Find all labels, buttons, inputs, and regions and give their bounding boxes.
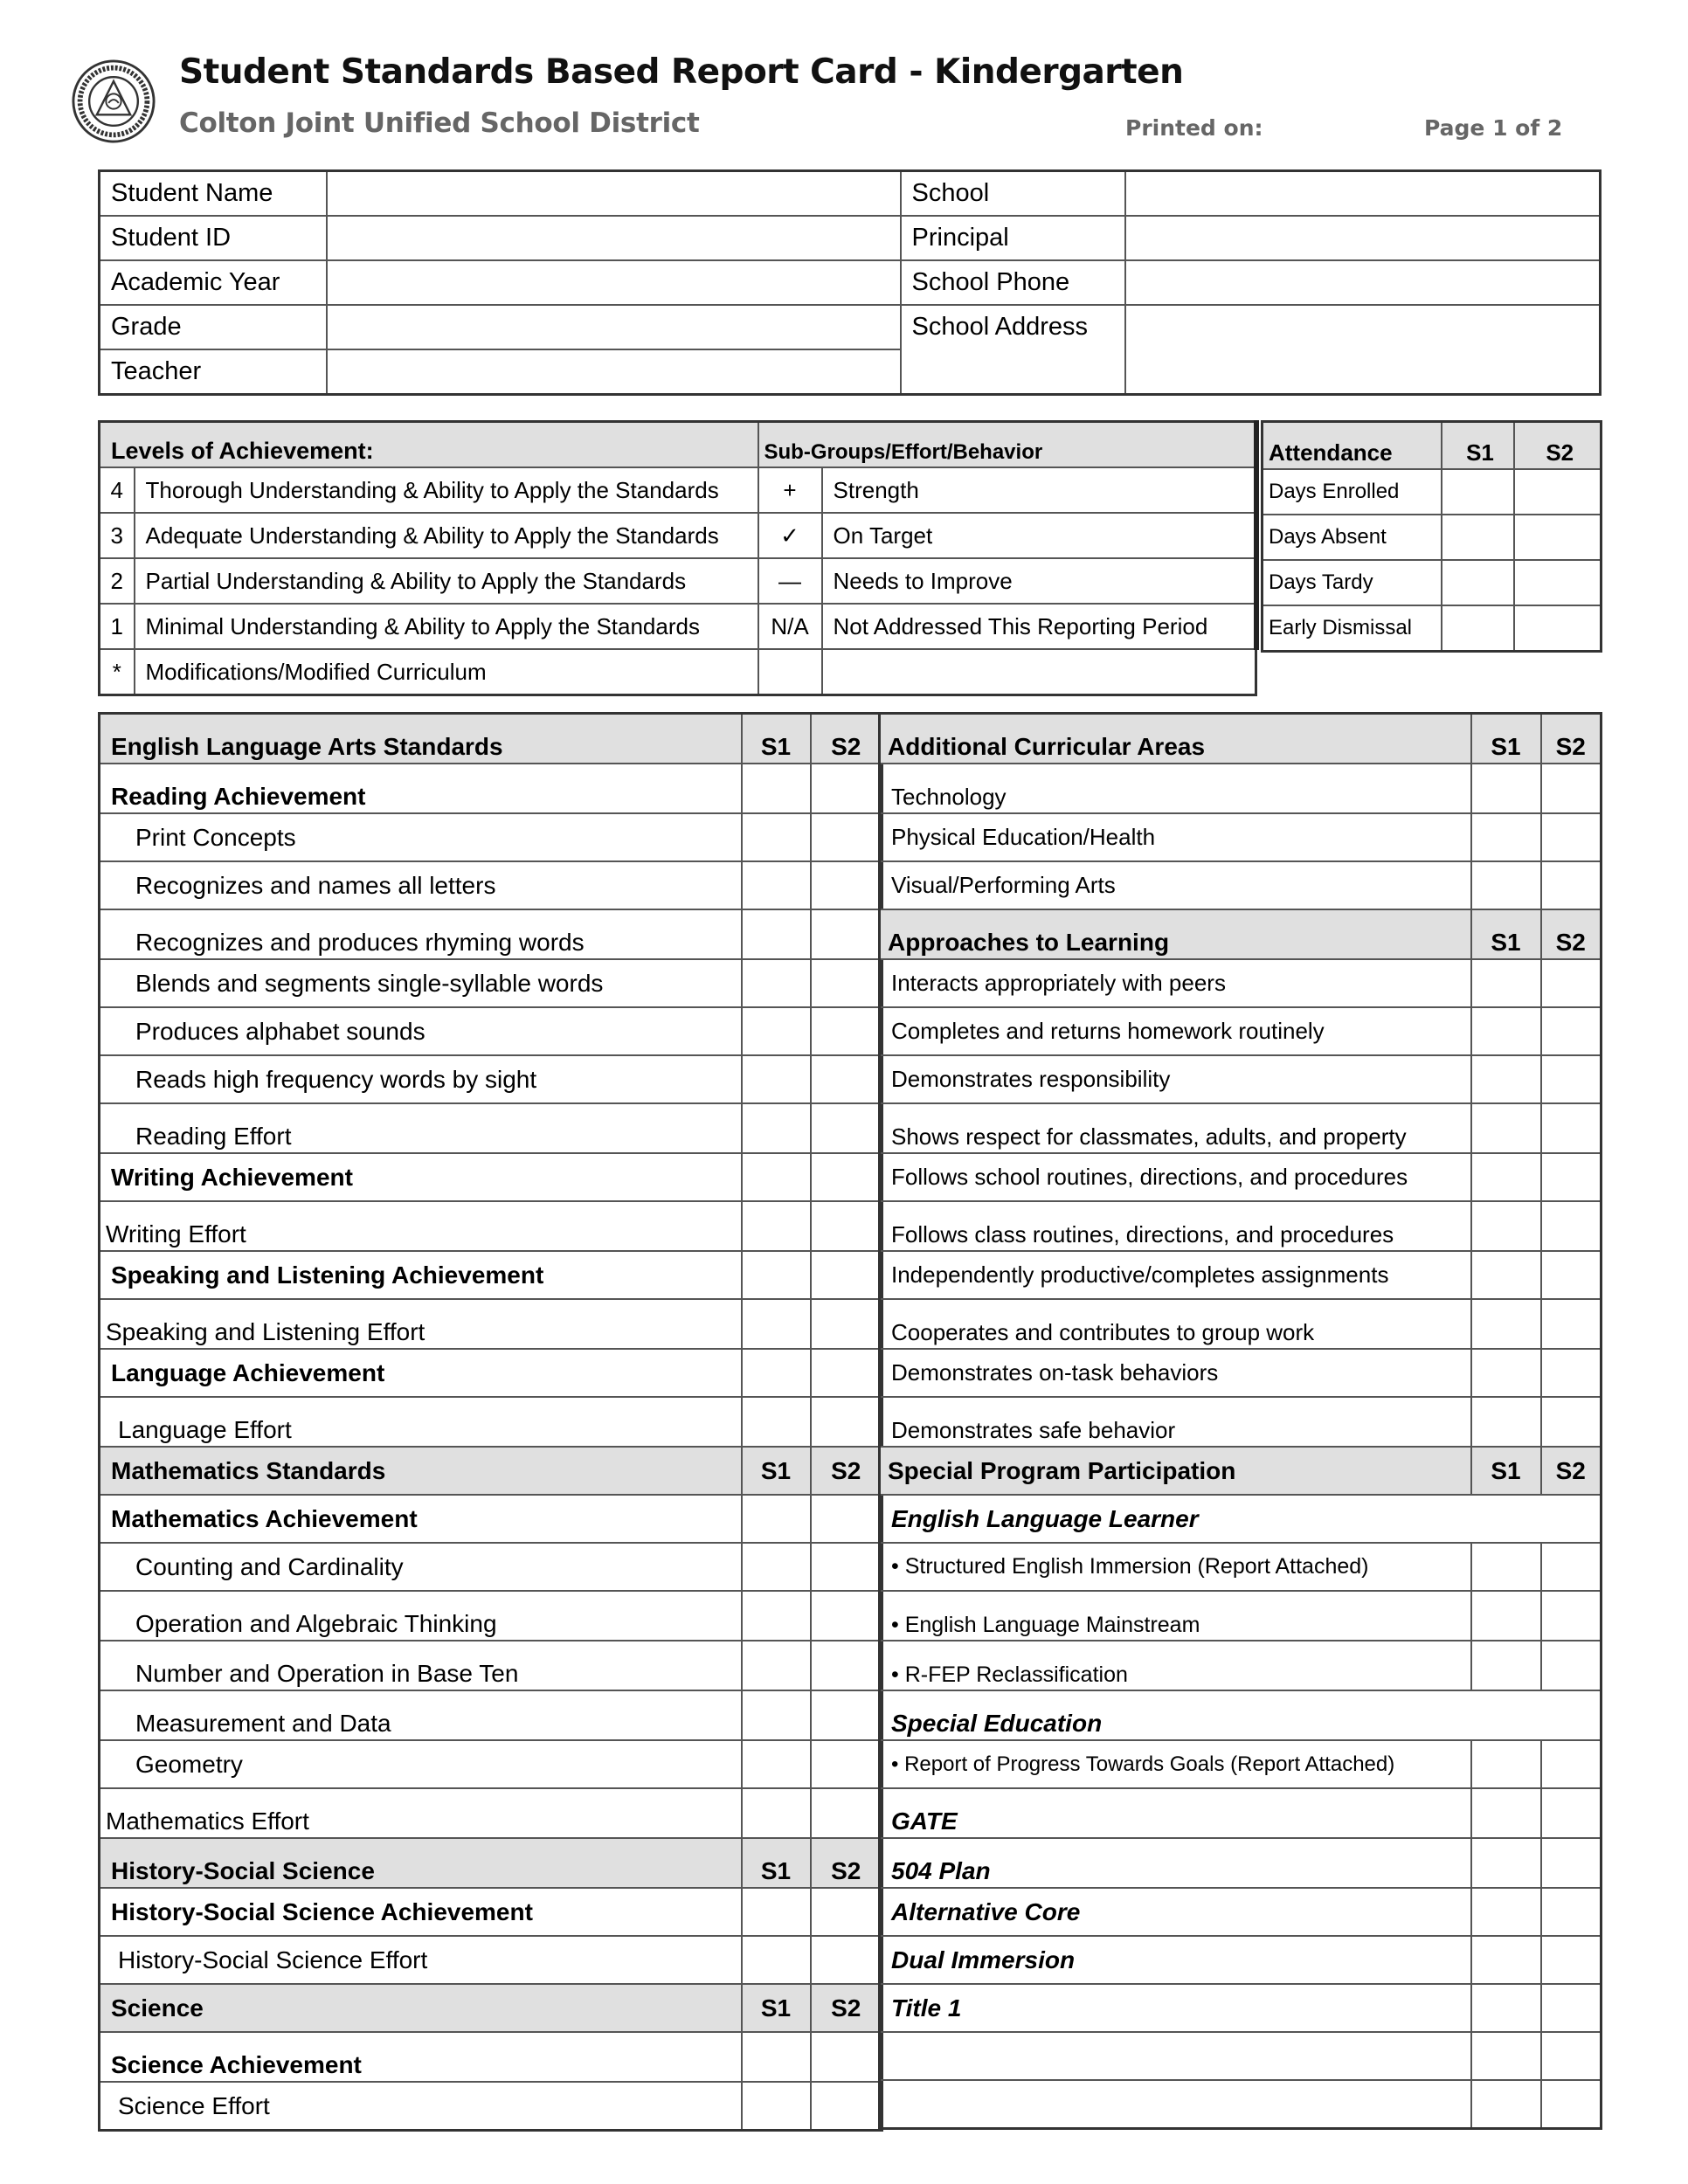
hss-effort-label: History-Social Science Effort <box>100 1936 742 1984</box>
s2-cell[interactable] <box>1514 515 1602 560</box>
level-meaning: Needs to Improve <box>822 558 1256 604</box>
level-number: 1 <box>100 604 135 649</box>
level-symbol: ✓ <box>758 513 822 558</box>
s1-cell[interactable] <box>742 1007 811 1055</box>
printed-on-label: Printed on: <box>1125 115 1263 141</box>
s1-cell[interactable] <box>1471 1251 1541 1299</box>
speaking-effort-label: Speaking and Listening Effort <box>100 1299 742 1349</box>
s2-cell[interactable] <box>1514 560 1602 605</box>
s1-cell[interactable] <box>1471 1007 1541 1055</box>
blank-row <box>880 2080 1471 2129</box>
s1-cell[interactable] <box>1471 1055 1541 1103</box>
s2-cell[interactable] <box>1541 1349 1602 1397</box>
s2-cell[interactable] <box>811 1888 882 1936</box>
s1-cell[interactable] <box>1471 1543 1541 1591</box>
s1-cell[interactable] <box>742 1299 811 1349</box>
s2-header: S2 <box>1514 422 1602 470</box>
s1-cell[interactable] <box>742 1201 811 1251</box>
principal-label: Principal <box>901 216 1125 260</box>
page-number: Page 1 of 2 <box>1424 115 1563 141</box>
student-name-label: Student Name <box>100 171 327 217</box>
s2-cell[interactable] <box>811 1788 882 1838</box>
s1-cell[interactable] <box>742 1251 811 1299</box>
s2-cell[interactable] <box>811 1103 882 1153</box>
speaking-achievement-label: Speaking and Listening Achievement <box>100 1251 742 1299</box>
504-plan-label: 504 Plan <box>880 1838 1471 1888</box>
standard-item: Recognizes and produces rhyming words <box>100 909 742 959</box>
level-meaning <box>822 649 1256 695</box>
s1-cell[interactable] <box>742 1397 811 1447</box>
level-meaning: On Target <box>822 513 1256 558</box>
hss-title: History-Social Science <box>100 1838 742 1888</box>
math-title: Mathematics Standards <box>100 1447 742 1495</box>
science-effort-label: Science Effort <box>100 2082 742 2131</box>
s2-header: S2 <box>811 1447 882 1495</box>
student-id-label: Student ID <box>100 216 327 260</box>
curricular-item: Technology <box>880 764 1471 813</box>
s1-cell[interactable] <box>742 1740 811 1788</box>
title-1-label: Title 1 <box>880 1984 1471 2032</box>
reading-effort-label: Reading Effort <box>100 1103 742 1153</box>
district-name: Colton Joint Unified School District <box>179 107 700 139</box>
standard-item: Print Concepts <box>100 813 742 861</box>
math-effort-label: Mathematics Effort <box>100 1788 742 1838</box>
blank-row <box>880 2032 1471 2080</box>
s1-header: S1 <box>742 1838 811 1888</box>
school-phone-field[interactable] <box>1125 260 1601 305</box>
s1-cell[interactable] <box>1442 515 1514 560</box>
level-symbol: N/A <box>758 604 822 649</box>
behavior-item: Shows respect for classmates, adults, and property <box>880 1103 1471 1153</box>
standard-item: Produces alphabet sounds <box>100 1007 742 1055</box>
grade-field[interactable] <box>327 305 901 349</box>
s2-cell[interactable] <box>811 1349 882 1397</box>
behavior-item: Follows school routines, directions, and procedures <box>880 1153 1471 1201</box>
principal-field[interactable] <box>1125 216 1601 260</box>
s2-cell[interactable] <box>1541 1838 1602 1888</box>
s2-cell[interactable] <box>1541 1888 1602 1936</box>
s2-cell[interactable] <box>1541 1543 1602 1591</box>
reading-achievement-label: Reading Achievement <box>100 764 742 813</box>
curricular-item: Visual/Performing Arts <box>880 861 1471 909</box>
s2-cell[interactable] <box>1541 1201 1602 1251</box>
language-achievement-label: Language Achievement <box>100 1349 742 1397</box>
attendance-row-label: Early Dismissal <box>1263 605 1442 652</box>
special-education-label: Special Education <box>880 1690 1602 1740</box>
teacher-label: Teacher <box>100 349 327 395</box>
s1-cell[interactable] <box>1471 1103 1541 1153</box>
behavior-item: Demonstrates responsibility <box>880 1055 1471 1103</box>
s2-cell[interactable] <box>811 959 882 1007</box>
s2-cell[interactable] <box>1541 1103 1602 1153</box>
s2-cell[interactable] <box>811 909 882 959</box>
attendance-row-label: Days Absent <box>1263 515 1442 560</box>
s2-cell[interactable] <box>811 1591 882 1641</box>
s1-cell[interactable] <box>742 1591 811 1641</box>
school-phone-label: School Phone <box>901 260 1125 305</box>
s1-cell[interactable] <box>742 2032 811 2082</box>
program-option: • Report of Progress Towards Goals (Report Attached) <box>880 1740 1471 1788</box>
levels-of-achievement-legend <box>98 420 1259 696</box>
s2-cell[interactable] <box>1541 1153 1602 1201</box>
attendance-title: Attendance <box>1263 422 1442 470</box>
s1-cell[interactable] <box>742 2082 811 2131</box>
s2-cell[interactable] <box>811 1007 882 1055</box>
s1-cell[interactable] <box>742 813 811 861</box>
s1-cell[interactable] <box>1471 1201 1541 1251</box>
standard-item: Operation and Algebraic Thinking <box>100 1591 742 1641</box>
s2-cell[interactable] <box>811 1055 882 1103</box>
alternative-core-label: Alternative Core <box>880 1888 1471 1936</box>
level-symbol: + <box>758 467 822 513</box>
s2-header: S2 <box>811 714 882 764</box>
s2-cell[interactable] <box>1541 2032 1602 2080</box>
s2-cell[interactable] <box>1541 1788 1602 1838</box>
additional-areas-table <box>878 712 1602 2130</box>
language-effort-label: Language Effort <box>100 1397 742 1447</box>
s2-cell[interactable] <box>1541 1740 1602 1788</box>
s1-cell[interactable] <box>1471 2080 1541 2129</box>
level-number: 3 <box>100 513 135 558</box>
s1-cell[interactable] <box>1471 1936 1541 1984</box>
school-label: School <box>901 171 1125 217</box>
grade-label: Grade <box>100 305 327 349</box>
s1-cell[interactable] <box>1471 1397 1541 1447</box>
s2-cell[interactable] <box>811 1690 882 1740</box>
s2-cell[interactable] <box>1541 1936 1602 1984</box>
s2-cell[interactable] <box>811 1201 882 1251</box>
s1-cell[interactable] <box>742 1153 811 1201</box>
level-number: 4 <box>100 467 135 513</box>
s1-cell[interactable] <box>1471 1888 1541 1936</box>
s2-cell[interactable] <box>1541 1397 1602 1447</box>
standard-item: Reads high frequency words by sight <box>100 1055 742 1103</box>
s1-header: S1 <box>1471 1447 1541 1495</box>
s2-cell[interactable] <box>811 861 882 909</box>
level-description: Thorough Understanding & Ability to Apply the Standards <box>135 467 758 513</box>
level-meaning: Strength <box>822 467 1256 513</box>
s1-cell[interactable] <box>1471 1984 1541 2032</box>
s1-cell[interactable] <box>742 1543 811 1591</box>
s1-cell[interactable] <box>1471 1641 1541 1690</box>
s2-cell[interactable] <box>811 1495 882 1543</box>
s1-cell[interactable] <box>1471 2032 1541 2080</box>
s2-cell[interactable] <box>811 2032 882 2082</box>
subgroups-title: Sub-Groups/Effort/Behavior <box>758 422 1256 468</box>
s2-cell[interactable] <box>1541 1055 1602 1103</box>
s2-cell[interactable] <box>811 813 882 861</box>
level-description: Modifications/Modified Curriculum <box>135 649 758 695</box>
math-achievement-label: Mathematics Achievement <box>100 1495 742 1543</box>
s2-header: S2 <box>1541 1447 1602 1495</box>
behavior-item: Completes and returns homework routinely <box>880 1007 1471 1055</box>
s2-cell[interactable] <box>1541 861 1602 909</box>
dual-immersion-label: Dual Immersion <box>880 1936 1471 1984</box>
s1-cell[interactable] <box>1442 560 1514 605</box>
attendance-table <box>1261 420 1602 653</box>
behavior-item: Cooperates and contributes to group work <box>880 1299 1471 1349</box>
s2-cell[interactable] <box>811 1299 882 1349</box>
behavior-item: Follows class routines, directions, and procedures <box>880 1201 1471 1251</box>
s2-cell[interactable] <box>811 1936 882 1984</box>
district-seal-logo <box>72 59 156 143</box>
program-option: • Structured English Immersion (Report Attached) <box>880 1543 1471 1591</box>
standard-item: Recognizes and names all letters <box>100 861 742 909</box>
behavior-item: Independently productive/completes assignments <box>880 1251 1471 1299</box>
school-address-label: School Address <box>901 305 1125 395</box>
school-field[interactable] <box>1125 171 1601 217</box>
s1-cell[interactable] <box>742 1055 811 1103</box>
s1-cell[interactable] <box>1471 813 1541 861</box>
s1-cell[interactable] <box>1471 1740 1541 1788</box>
standard-item: Blends and segments single-syllable words <box>100 959 742 1007</box>
level-number: * <box>100 649 135 695</box>
s1-cell[interactable] <box>742 1641 811 1690</box>
student-name-field[interactable] <box>327 171 901 217</box>
teacher-field[interactable] <box>327 349 901 395</box>
s2-cell[interactable] <box>1541 1251 1602 1299</box>
s1-cell[interactable] <box>742 1936 811 1984</box>
s1-cell[interactable] <box>742 1690 811 1740</box>
s2-cell[interactable] <box>1541 2080 1602 2129</box>
behavior-item: Demonstrates on-task behaviors <box>880 1349 1471 1397</box>
s2-cell[interactable] <box>811 1543 882 1591</box>
s1-cell[interactable] <box>1471 1591 1541 1641</box>
standard-item: Counting and Cardinality <box>100 1543 742 1591</box>
s2-cell[interactable] <box>811 764 882 813</box>
approaches-to-learning-title: Approaches to Learning <box>880 909 1471 959</box>
school-address-field[interactable] <box>1125 305 1601 395</box>
s2-cell[interactable] <box>1541 959 1602 1007</box>
ell-label: English Language Learner <box>880 1495 1602 1543</box>
s1-cell[interactable] <box>1471 764 1541 813</box>
s2-cell[interactable] <box>1541 1007 1602 1055</box>
special-program-title: Special Program Participation <box>880 1447 1471 1495</box>
level-meaning: Not Addressed This Reporting Period <box>822 604 1256 649</box>
attendance-row-label: Days Tardy <box>1263 560 1442 605</box>
s1-cell[interactable] <box>1442 605 1514 652</box>
s2-cell[interactable] <box>1541 1641 1602 1690</box>
level-description: Partial Understanding & Ability to Apply the Standards <box>135 558 758 604</box>
s2-cell[interactable] <box>811 1641 882 1690</box>
level-description: Adequate Understanding & Ability to Apply the Standards <box>135 513 758 558</box>
s1-cell[interactable] <box>1471 1788 1541 1838</box>
s1-cell[interactable] <box>742 764 811 813</box>
s1-cell[interactable] <box>742 909 811 959</box>
s1-cell[interactable] <box>1442 469 1514 515</box>
standard-item: Geometry <box>100 1740 742 1788</box>
s1-cell[interactable] <box>742 959 811 1007</box>
s1-header: S1 <box>1471 714 1541 764</box>
s1-cell[interactable] <box>742 861 811 909</box>
s2-cell[interactable] <box>1541 813 1602 861</box>
report-card-title: Student Standards Based Report Card - Kindergarten <box>179 52 1184 92</box>
s2-header: S2 <box>811 1984 882 2032</box>
writing-effort-label: Writing Effort <box>100 1201 742 1251</box>
standards-table <box>98 712 883 2132</box>
additional-curricular-title: Additional Curricular Areas <box>880 714 1471 764</box>
s1-cell[interactable] <box>1471 1349 1541 1397</box>
s2-cell[interactable] <box>1514 469 1602 515</box>
science-achievement-label: Science Achievement <box>100 2032 742 2082</box>
s1-header: S1 <box>1442 422 1514 470</box>
s2-header: S2 <box>1541 714 1602 764</box>
s1-header: S1 <box>742 714 811 764</box>
s1-header: S1 <box>1471 909 1541 959</box>
student-id-field[interactable] <box>327 216 901 260</box>
behavior-item: Interacts appropriately with peers <box>880 959 1471 1007</box>
gate-label: GATE <box>880 1788 1471 1838</box>
behavior-item: Demonstrates safe behavior <box>880 1397 1471 1447</box>
s2-cell[interactable] <box>1541 764 1602 813</box>
attendance-row-label: Days Enrolled <box>1263 469 1442 515</box>
s1-cell[interactable] <box>742 1349 811 1397</box>
level-symbol <box>758 649 822 695</box>
levels-title: Levels of Achievement: <box>100 422 758 468</box>
standard-item: Number and Operation in Base Ten <box>100 1641 742 1690</box>
level-symbol: — <box>758 558 822 604</box>
s1-cell[interactable] <box>1471 1153 1541 1201</box>
science-title: Science <box>100 1984 742 2032</box>
program-option: • R-FEP Reclassification <box>880 1641 1471 1690</box>
writing-achievement-label: Writing Achievement <box>100 1153 742 1201</box>
s2-cell[interactable] <box>1541 1591 1602 1641</box>
academic-year-label: Academic Year <box>100 260 327 305</box>
s1-cell[interactable] <box>742 1888 811 1936</box>
level-number: 2 <box>100 558 135 604</box>
academic-year-field[interactable] <box>327 260 901 305</box>
curricular-item: Physical Education/Health <box>880 813 1471 861</box>
s2-cell[interactable] <box>811 1397 882 1447</box>
s2-cell[interactable] <box>1514 605 1602 652</box>
level-description: Minimal Understanding & Ability to Apply the Standards <box>135 604 758 649</box>
s2-cell[interactable] <box>811 1153 882 1201</box>
hss-achievement-label: History-Social Science Achievement <box>100 1888 742 1936</box>
program-option: • English Language Mainstream <box>880 1591 1471 1641</box>
s2-cell[interactable] <box>811 1251 882 1299</box>
standard-item: Measurement and Data <box>100 1690 742 1740</box>
s1-cell[interactable] <box>1471 959 1541 1007</box>
s1-cell[interactable] <box>742 1788 811 1838</box>
s2-cell[interactable] <box>1541 1299 1602 1349</box>
s1-cell[interactable] <box>1471 1838 1541 1888</box>
s1-header: S1 <box>742 1984 811 2032</box>
s1-header: S1 <box>742 1447 811 1495</box>
student-info-table <box>98 169 1602 396</box>
s1-cell[interactable] <box>742 1495 811 1543</box>
s1-cell[interactable] <box>1471 1299 1541 1349</box>
s2-header: S2 <box>1541 909 1602 959</box>
s1-cell[interactable] <box>742 1103 811 1153</box>
s2-cell[interactable] <box>1541 1984 1602 2032</box>
s1-cell[interactable] <box>1471 861 1541 909</box>
s2-cell[interactable] <box>811 2082 882 2131</box>
s2-header: S2 <box>811 1838 882 1888</box>
ela-title: English Language Arts Standards <box>100 714 742 764</box>
s2-cell[interactable] <box>811 1740 882 1788</box>
